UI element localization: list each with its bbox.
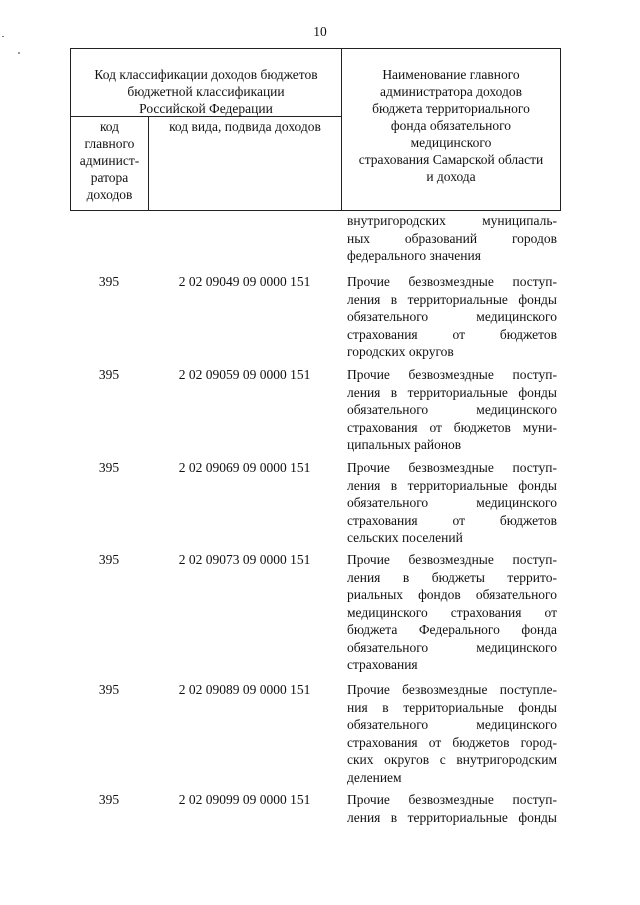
name-line: ния в территориальные фонды: [347, 699, 557, 715]
header-line: администратора доходов: [380, 84, 522, 99]
header-line: страхования Самарской области: [358, 152, 544, 167]
admin-code-cell: 395: [98, 460, 120, 475]
header-line: доходов: [86, 187, 133, 202]
table-header: [70, 48, 561, 211]
name-line: ления в территориальные фонды: [347, 809, 557, 825]
name-line: Прочие безвозмездные поступ-: [347, 274, 557, 289]
name-line: риальных фондов обязательного: [347, 587, 557, 602]
name-line: Прочие безвозмездные поступ-: [347, 460, 557, 475]
name-line: городских округов: [347, 344, 454, 359]
name-line: внутригородских муниципаль-: [347, 213, 557, 228]
name-line: делением: [347, 769, 402, 785]
header-line: Код классификации доходов бюджетов: [94, 67, 318, 82]
kind-code-cell: 2 02 09073 09 0000 151: [178, 552, 311, 567]
name-line: ления в территориальные фонды: [347, 384, 557, 400]
name-line: страхования от бюджетов: [347, 326, 557, 342]
header-line: медицинского: [410, 135, 492, 150]
name-line: ских округов с внутригородским: [347, 752, 557, 767]
name-cell: [347, 273, 557, 361]
scan-dot: [18, 52, 20, 54]
name-line: страхования от бюджетов город-: [347, 734, 557, 750]
admin-code-cell: 395: [98, 367, 120, 382]
name-line: сельских поселений: [347, 530, 463, 545]
header-line: Наименование главного: [382, 67, 520, 82]
name-line: федерального значения: [347, 248, 481, 263]
name-cell: [347, 681, 557, 786]
header-classification-code: [71, 49, 342, 117]
name-line: страхования от бюджетов: [347, 512, 557, 528]
name-line: обязательного медицинского: [347, 309, 557, 324]
header-line: код: [99, 119, 120, 134]
name-line: обязательного медицинского: [347, 495, 557, 510]
header-line: ратора: [90, 170, 129, 185]
name-line: обязательного медицинского: [347, 402, 557, 417]
name-line: Прочие безвозмездные поступ-: [347, 792, 557, 807]
name-line: ципальных районов: [347, 437, 462, 452]
header-line: код вида, подвида доходов: [169, 119, 321, 134]
name-cell: [347, 459, 557, 547]
header-admin-code: [71, 117, 149, 211]
name-line: страхования от бюджетов муни-: [347, 419, 557, 435]
name-line: Прочие безвозмездные поступле-: [347, 682, 557, 697]
header-name: [342, 49, 560, 210]
name-line: ных образований городов: [347, 230, 557, 246]
name-line: Прочие безвозмездные поступ-: [347, 552, 557, 567]
name-line: обязательного медицинского: [347, 717, 557, 732]
kind-code-cell: 2 02 09099 09 0000 151: [178, 792, 311, 807]
name-line: ления в территориальные фонды: [347, 477, 557, 493]
header-line: бюджета территориального: [372, 101, 530, 116]
header-line: Российской Федерации: [139, 101, 273, 116]
kind-code-cell: 2 02 09049 09 0000 151: [178, 274, 311, 289]
name-line: обязательного медицинского: [347, 639, 557, 655]
header-kind-code: [149, 117, 342, 211]
name-cell: [347, 366, 557, 454]
kind-code-cell: 2 02 09089 09 0000 151: [178, 682, 311, 697]
admin-code-cell: 395: [98, 682, 120, 697]
name-cell: [347, 212, 557, 265]
name-line: ления в бюджеты террито-: [347, 569, 557, 585]
admin-code-cell: 395: [98, 274, 120, 289]
page-number: 10: [313, 24, 327, 39]
name-line: страхования: [347, 657, 418, 672]
header-line: админист-: [79, 153, 140, 168]
admin-code-cell: 395: [98, 552, 120, 567]
name-line: медицинского страхования от: [347, 604, 557, 620]
name-line: Прочие безвозмездные поступ-: [347, 367, 557, 382]
header-line: главного: [84, 136, 135, 151]
name-cell: [347, 551, 557, 674]
name-line: бюджета Федерального фонда: [347, 622, 557, 637]
name-cell: [347, 791, 557, 826]
admin-code-cell: 395: [98, 792, 120, 807]
name-line: ления в территориальные фонды: [347, 291, 557, 307]
header-line: и дохода: [426, 169, 476, 184]
header-line: фонда обязательного: [390, 118, 512, 133]
kind-code-cell: 2 02 09059 09 0000 151: [178, 367, 311, 382]
header-line: бюджетной классификации: [127, 84, 285, 99]
kind-code-cell: 2 02 09069 09 0000 151: [178, 460, 311, 475]
